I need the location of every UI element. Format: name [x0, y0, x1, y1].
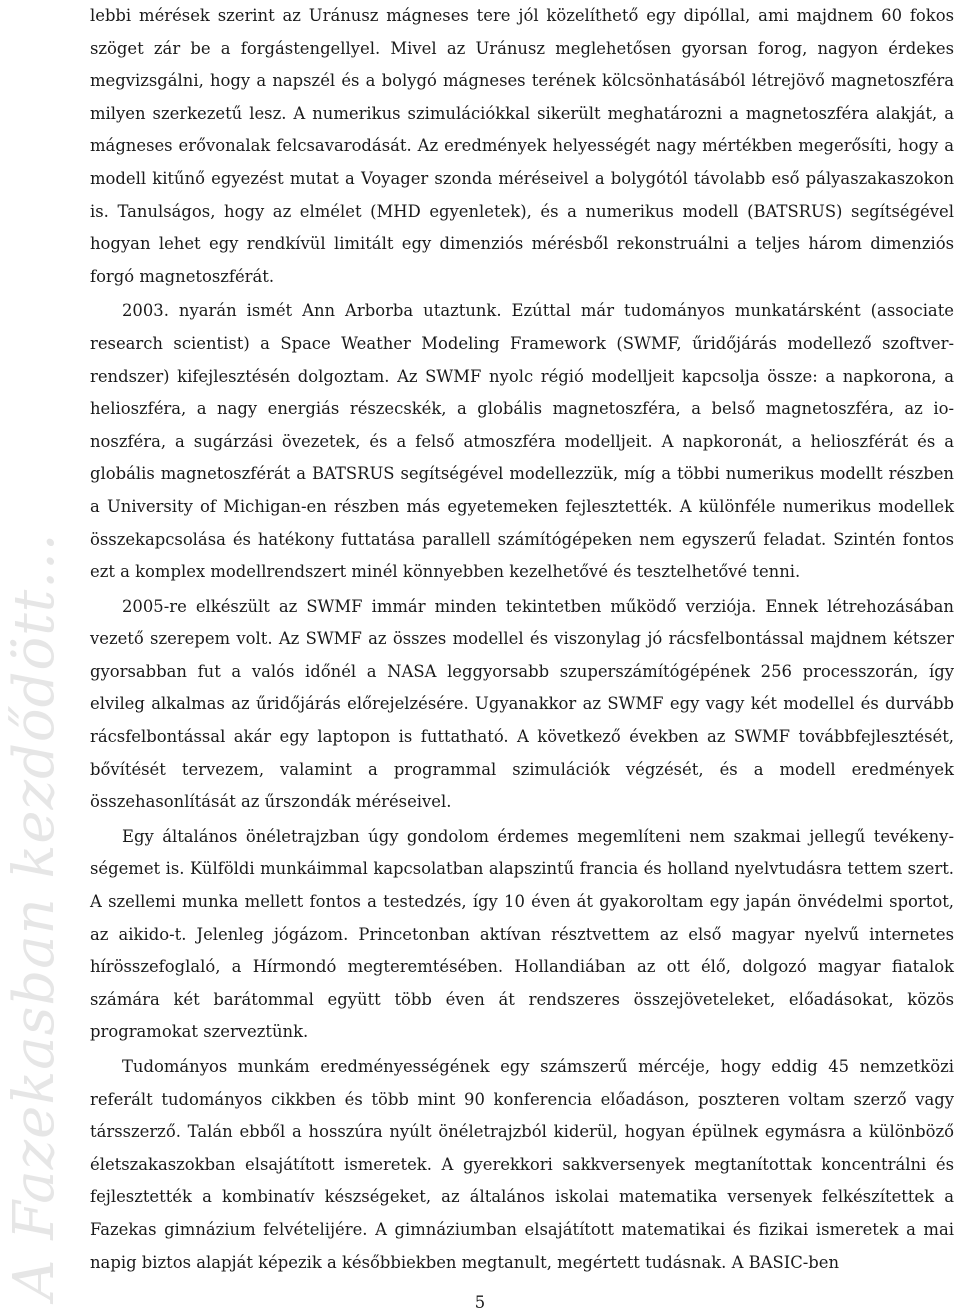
document-body	[90, 0, 954, 1279]
paragraph-swmf-2005: 2005-re elkészült az SWMF immár minden tekintetben működő verziója. Ennek létrehozásában vezető szerepem volt. Az SWMF az összes modellel és viszonylag jó rácsfelbontással majdnem kétszer gyorsabban fut a valós időnél a NASA leggyorsabb szuperszámítógépének 256 processzorán, így elvileg alkalmas az űridőjárás előrejelzésére. Ugyanakkor az SWMF egy vagy két modellel és durvább rácsfelbontással akár egy laptopon is futtatható. A következő években az SWMF továbbfejlesztését, bővítését tervezem, valamint a programmal szimulációk végzését, és a modell eredmények összehasonlítását az űrszondák méréseivel.	[90, 596, 954, 812]
paragraph-swmf-development: 2003. nyarán ismét Ann Arborba utaztunk. Ezúttal már tudományos munkatársként (associate research scientist) a Space Weather Modeling Framework (SWMF, űridőjárás modellező szoftverrendszer) kifejlesztésén dolgoztam. Az SWMF nyolc régió modelljeit kapcsolja össze: a napkorona, a helioszféra, a nagy energiás részecskék, a globális magnetoszféra, a belső magnetoszféra, az ionoszféra, a sugárzási övezetek, és a felső atmoszféra modelljeit. A napkoronát, a helioszférát és a globális magnetoszférát a BATSRUS segítségével modellezzük, míg a többi numerikus modellt részben a University of Michigan-en részben más egyetemeken fejlesztették. A különféle numerikus modellek összekapcsolása és hatékony futtatása parallell számítógépeken nem egyszerű feladat. Szintén fontos ezt a komplex modellrendszert minél könnyebben kezelhetővé és tesztelhetővé tenni.	[90, 301, 954, 582]
paragraph-personal-activities: Egy általános önéletrajzban úgy gondolom érdemes megemlíteni nem szakmai jellegű tevékenységemet is. Külföldi munkáimmal kapcsolatban alapszintű francia és holland nyelvtudásra tettem szert. A szellemi munka mellett fontos a testedzés, így 10 éven át gyakoroltam egy japán önvédelmi sportot, az aikido-t. Jelenleg jógázom. Princetonban aktívan résztvettem az első magyar nyelvű internetes hírösszefoglaló, a Hírmondó megteremtésében. Hollandiában az ott élő, dolgozó magyar fiatalok számára két barátommal együtt több éven át rendszeres összejöveteleket, előadásokat, közös programokat szerveztünk.	[90, 826, 954, 1042]
paragraph-scientific-output: Tudományos munkám eredményességének egy számszerű mércéje, hogy eddig 45 nemzetközi referált tudományos cikkben és több mint 90 konferencia előadáson, poszteren voltam szerző vagy társszerző. Talán ebből a hosszúra nyúlt önéletrajzból kiderül, hogyan épülnek egymásra a különböző életszakaszokban elsajátított ismeretek. A gyerekkori sakkversenyek megtanítottak koncentrálni és fejlesztették a kombinatív készségeket, az általános iskolai matematika versenyek felkészítettek a Fazekas gimnázium felvételijére. A gimnáziumban elsajátított matematikai és fizikai ismeretek a mai napig biztos alapját képezik a későbbiekben megtanult, megértett tudásnak. A BASIC-ben	[90, 1057, 954, 1272]
watermark-text: A Fazekasban kezdődött...	[2, 532, 67, 1300]
page-number: 5	[474, 1293, 486, 1312]
paragraph-uranus-magnetosphere: lebbi mérések szerint az Uránusz mágneses tere jól közelíthető egy dipóllal, ami majdnem 60 fokos szöget zár be a forgástengellyel. Mivel az Uránusz meglehetősen gyorsan forog, nagyon érdekes megvizsgálni, hogy a napszél és a bolygó mágneses terének kölcsönhatásából létrejövő magnetoszféra milyen szerkezetű lesz. A numerikus szimulációkkal sikerült meghatározni a magnetoszféra alakját, a mágneses erővonalak felcsavarodását. Az eredmények helyességét nagy mértékben megerősíti, hogy a modell kitűnő egyezést mutat a Voyager szonda méréseivel a bolygótól távolabb eső pályaszakaszokon is. Tanulságos, hogy az elmélet (MHD egyenletek), és a numerikus modell (BATSRUS) segítségével hogyan lehet egy rendkívül limitált egy dimenziós mérésből rekonstruálni a teljes három dimenziós forgó magnetoszférát.	[90, 6, 954, 286]
